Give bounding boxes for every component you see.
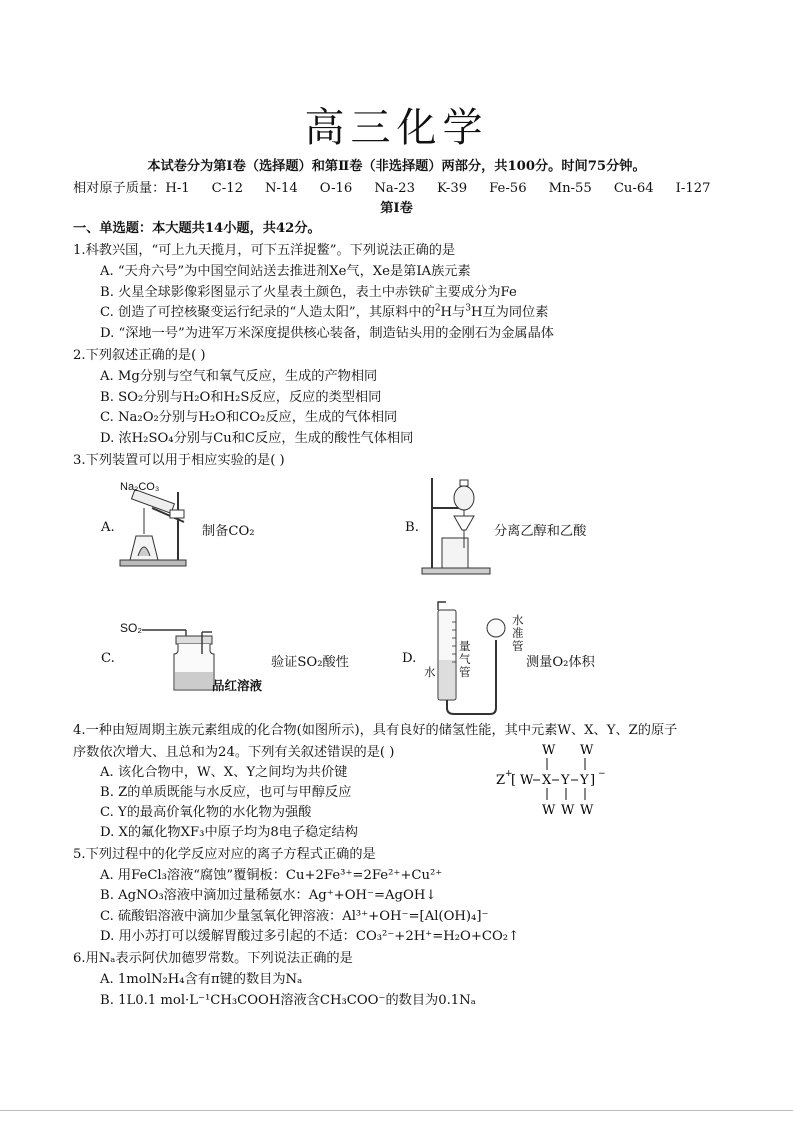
question-2-stem: 2.下列叙述正确的是( ) xyxy=(73,348,206,363)
mass-item: Mn-55 xyxy=(548,181,592,196)
page-bottom-rule xyxy=(0,1110,793,1111)
mass-item: O-16 xyxy=(319,181,353,196)
question-6-stem: 6.用Nₐ表示阿伏加德罗常数。下列说法正确的是 xyxy=(73,951,353,966)
question-2-option-a: A. Mg分别与空气和氧气反应，生成的产物相同 xyxy=(100,369,378,384)
option-c-text: C. 创造了可控核聚变运行纪录的“人造太阳”，其原料中的 xyxy=(100,305,435,320)
mass-item: Fe-56 xyxy=(489,181,527,196)
question-1-stem: 1.科教兴国，“可上九天揽月，可下五洋捉鳖”。下列说法正确的是 xyxy=(73,243,456,258)
gas-washing-bottle-icon xyxy=(142,624,216,694)
question-4-option-a: A. 该化合物中，W、X、Y之间均为共价键 xyxy=(100,765,348,780)
question-5-option-c: C. 硫酸铝溶液中滴加少量氢氧化钾溶液：Al³⁺+OH⁻=[Al(OH)₄]⁻ xyxy=(100,909,489,924)
question-4-option-b: B. Z的单质既能与水反应，也可与甲醇反应 xyxy=(100,785,352,800)
mass-item: K-39 xyxy=(436,181,468,196)
atomic-masses xyxy=(73,180,733,198)
mass-item: N-14 xyxy=(265,181,298,196)
q3-option-c-letter: C. xyxy=(101,651,115,666)
question-1-option-d: D. “深地一号”为进军万米深度提供核心装备，制造钻头用的金刚石为金属晶体 xyxy=(100,326,554,341)
question-1-option-b: B. 火星全球影像彩图显示了火星表土颜色，表土中赤铁矿主要成分为Fe xyxy=(100,285,517,300)
q3-option-c-text: 验证SO₂酸性 xyxy=(271,655,349,670)
question-1-option-a: A. “天舟六号”为中国空间站送去推进剂Xe气，Xe是第ⅠA族元素 xyxy=(100,264,471,279)
gas-burette-apparatus-icon xyxy=(434,600,516,716)
question-2-option-b: B. SO₂分别与H₂O和H₂S反应，反应的类型相同 xyxy=(100,390,382,405)
separatory-funnel-apparatus-icon xyxy=(420,474,492,578)
struct-minus: − xyxy=(598,769,606,779)
question-4-option-c: C. Y的最高价氧化物的水化物为强酸 xyxy=(100,805,312,820)
struct-atom-w: W xyxy=(542,803,556,818)
question-1-option-c: C. 创造了可控核聚变运行纪录的“人造太阳”，其原料中的$^2$H与$^3$H互为同位素 xyxy=(100,303,549,320)
question-5-option-b: B. AgNO₃溶液中滴加过量稀氨水：Ag⁺+OH⁻=AgOH↓ xyxy=(100,888,437,903)
q3-option-a-letter: A. xyxy=(101,520,115,535)
q3-option-d-text: 测量O₂体积 xyxy=(526,655,595,670)
struct-open-bracket: [ xyxy=(511,773,517,788)
option-c-text: H与 xyxy=(440,305,466,320)
compound-structure-diagram xyxy=(492,740,612,820)
question-5-stem: 5.下列过程中的化学反应对应的离子方程式正确的是 xyxy=(73,847,376,862)
q3-option-d-letter: D. xyxy=(402,651,417,666)
question-4-stem-line-1: 4.一种由短周期主族元素组成的化合物(如图所示)，具有良好的储氢性能，其中元素W、X、Y、Z的原子 xyxy=(73,723,678,738)
struct-atom-w: W xyxy=(542,743,556,758)
mass-item: I-127 xyxy=(675,181,711,196)
section-heading: 一、单选题：本大题共14小题，共42分。 xyxy=(73,221,321,236)
q3-d-water-label: 水 xyxy=(424,665,436,679)
struct-plus: + xyxy=(505,769,513,779)
volume-heading: 第Ⅰ卷 xyxy=(380,201,413,216)
question-3-stem: 3.下列装置可以用于相应实验的是( ) xyxy=(73,453,285,468)
page-title: 高三化学 xyxy=(304,105,489,151)
mass-item: C-12 xyxy=(211,181,243,196)
struct-atom-w: W xyxy=(520,773,534,788)
q3-c-solution-label: 品红溶液 xyxy=(212,678,263,693)
mass-item: Cu-64 xyxy=(613,181,654,196)
struct-atom-y: Y xyxy=(580,773,589,788)
q3-d-burette-label: 量气管 xyxy=(459,639,471,679)
option-c-text: H互为同位素 xyxy=(470,305,549,320)
question-2-option-c: C. Na₂O₂分别与H₂O和CO₂反应，生成的气体相同 xyxy=(100,410,398,425)
struct-atom-x: X xyxy=(542,773,552,788)
struct-atom-w: W xyxy=(561,803,575,818)
struct-close-bracket: ] xyxy=(590,773,596,788)
masses-label: 相对原子质量： xyxy=(73,181,166,196)
mass-item: H-1 xyxy=(165,181,190,196)
question-4-option-d: D. X的氟化物XF₃中原子均为8电子稳定结构 xyxy=(100,825,358,840)
q3-a-reagent-label: Na₂CO₃ xyxy=(120,481,160,493)
q3-d-leveling-tube-label: 水准管 xyxy=(512,613,524,653)
question-5-option-a: A. 用FeCl₃溶液“腐蚀”覆铜板：Cu+2Fe³⁺=2Fe²⁺+Cu²⁺ xyxy=(100,868,443,883)
struct-atom-w: W xyxy=(580,743,594,758)
q3-c-gas-label: SO₂ xyxy=(120,621,142,635)
question-2-option-d: D. 浓H₂SO₄分别与Cu和C反应，生成的酸性气体相同 xyxy=(100,431,414,446)
mass-item: Na-23 xyxy=(374,181,415,196)
question-4-stem-line-2: 序数依次增大、且总和为24。下列有关叙述错误的是( ) xyxy=(73,745,395,760)
q3-option-a-text: 制备CO₂ xyxy=(202,524,255,539)
exam-intro: 本试卷分为第Ⅰ卷（选择题）和第Ⅱ卷（非选择题）两部分，共100分。时间75分钟。 xyxy=(147,159,646,174)
q3-option-b-text: 分离乙醇和乙酸 xyxy=(494,524,587,539)
question-5-option-d: D. 用小苏打可以缓解胃酸过多引起的不适：CO₃²⁻+2H⁺=H₂O+CO₂↑ xyxy=(100,929,520,944)
question-6-option-a: A. 1molN₂H₄含有π键的数目为Nₐ xyxy=(100,972,303,987)
struct-atom-w: W xyxy=(580,803,594,818)
struct-atom-y: Y xyxy=(561,773,570,788)
q3-option-b-letter: B. xyxy=(405,520,419,535)
question-6-option-b: B. 1L0.1 mol·L⁻¹CH₃COOH溶液含CH₃COO⁻的数目为0.1Nₐ xyxy=(100,993,476,1008)
struct-cation: Z xyxy=(496,773,506,788)
